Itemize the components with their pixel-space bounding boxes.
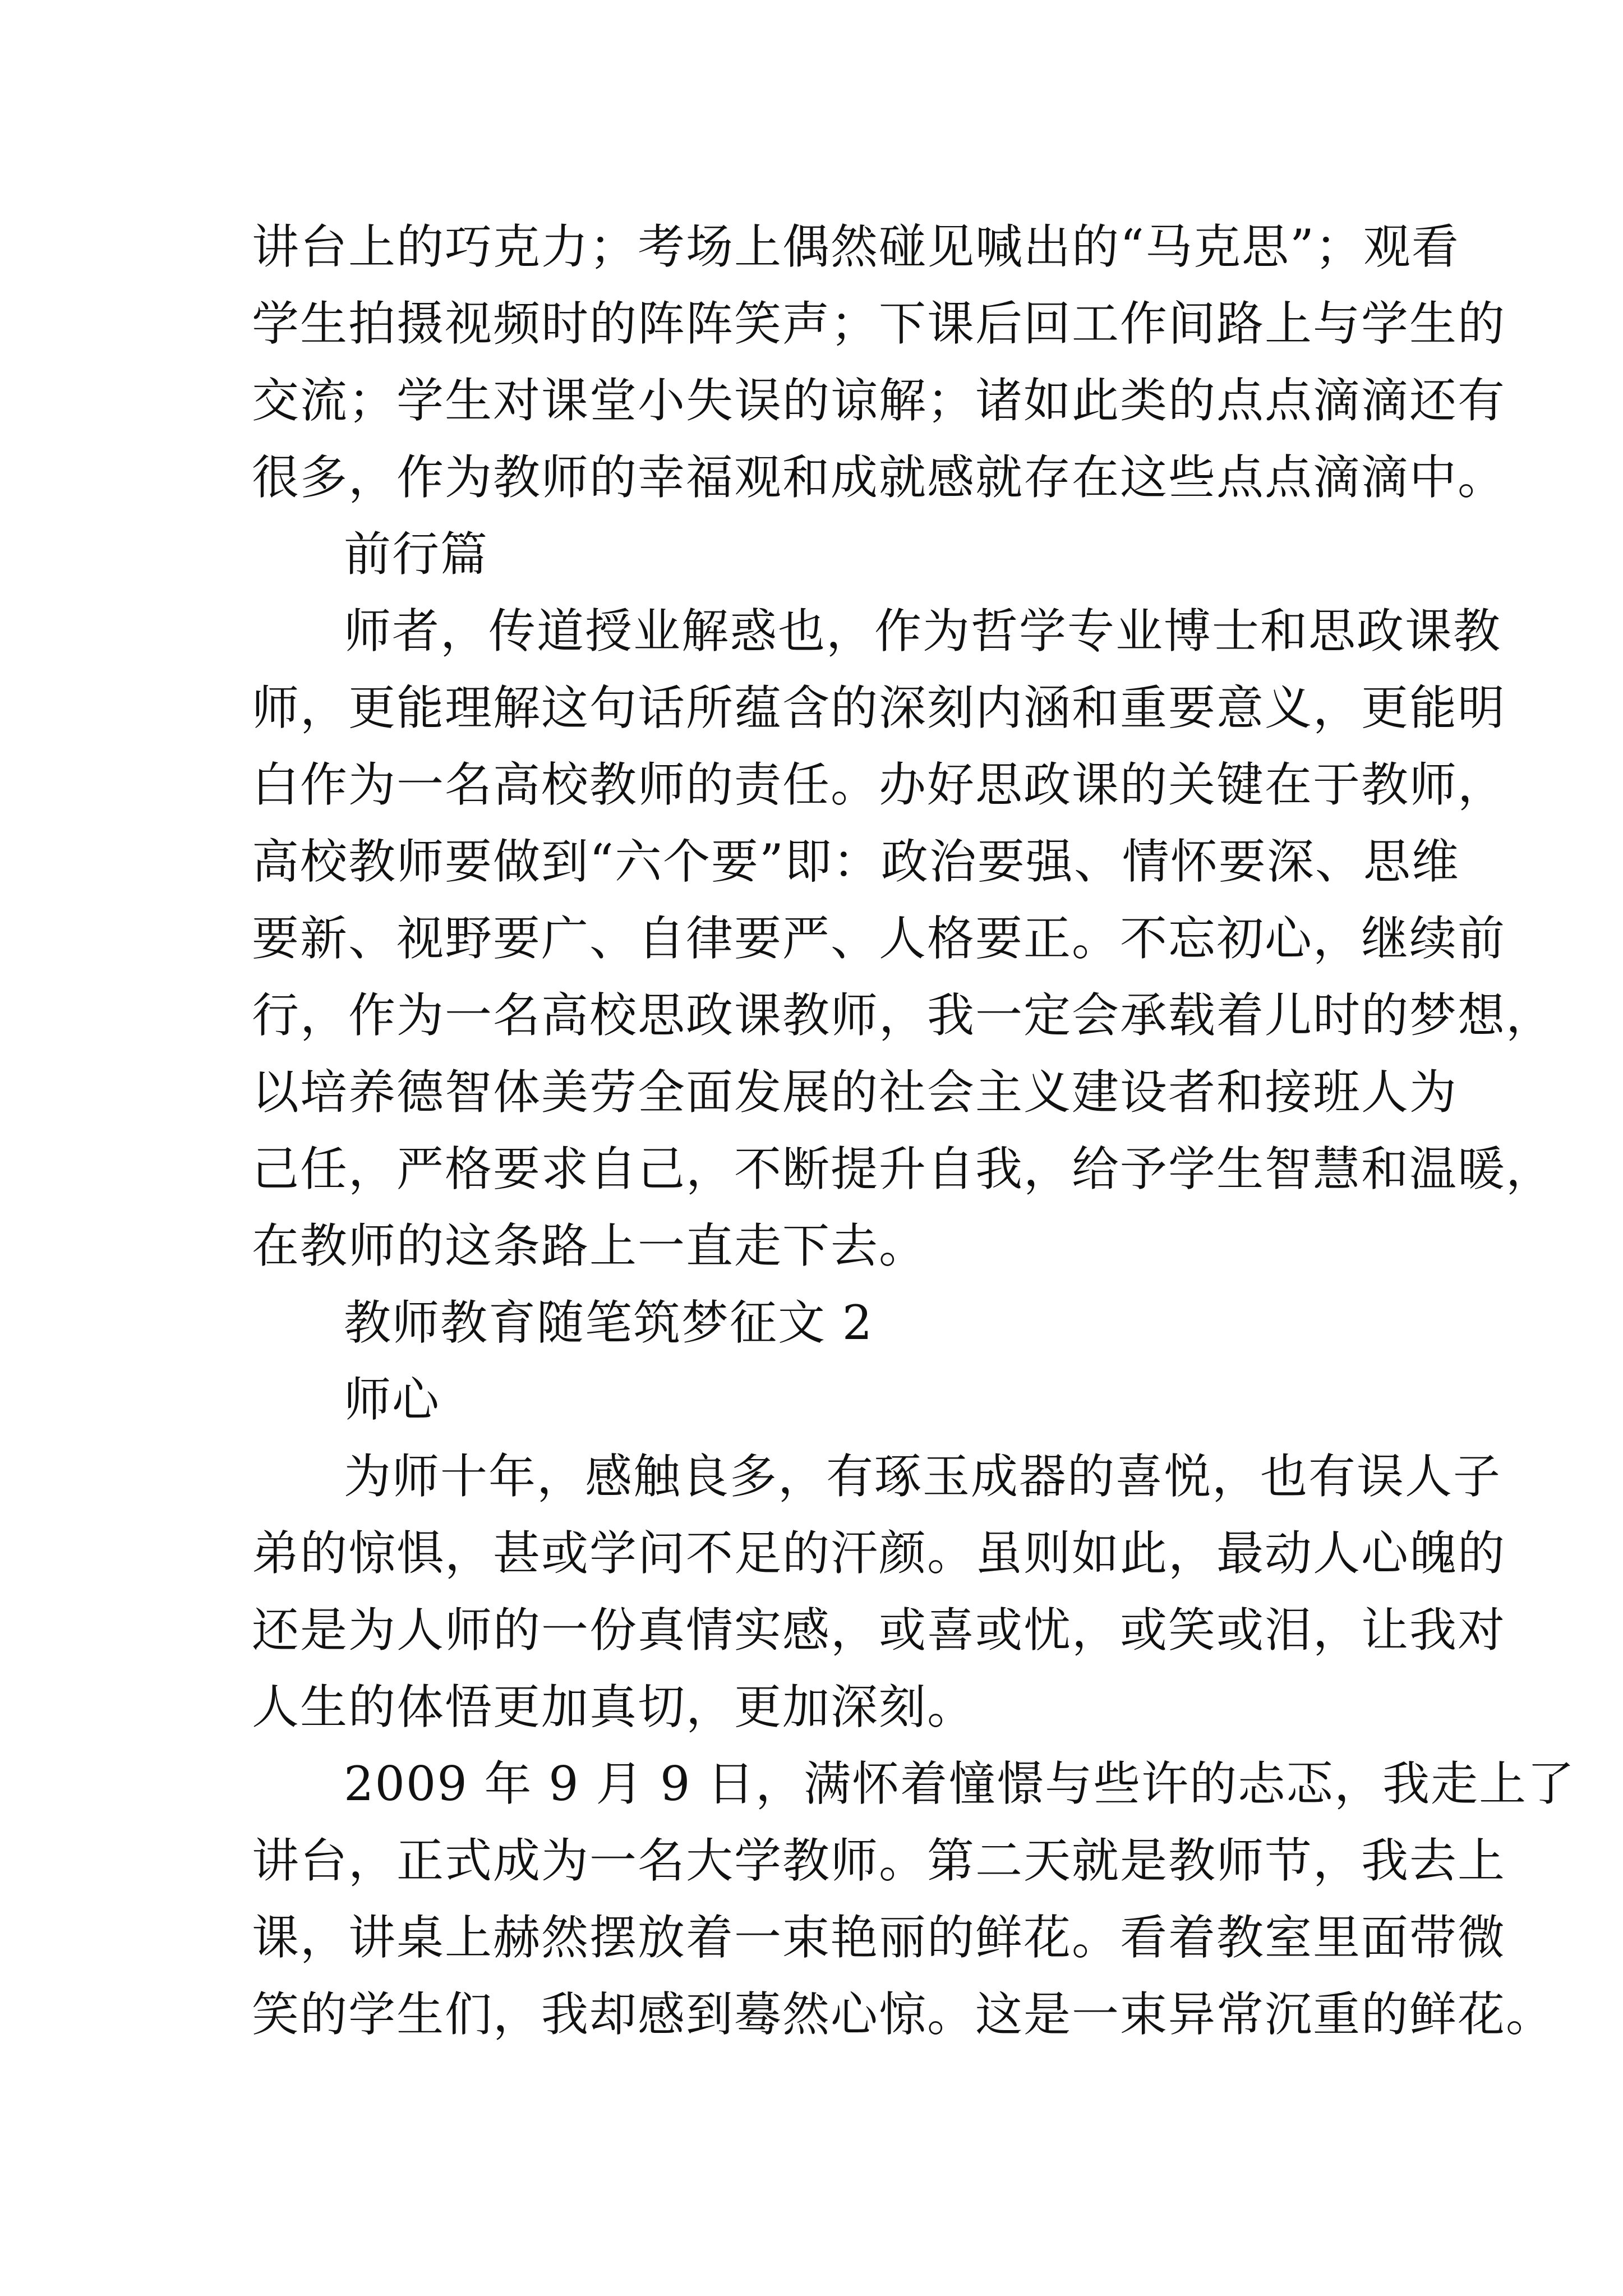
- text-line-2: 学生拍摄视频时的阵阵笑声；下课后回工作间路上与学生的: [252, 296, 1506, 351]
- text-line-4: 很多，作为教师的幸福观和成就感就存在这些点点滴滴中。: [252, 450, 1506, 505]
- text-line-10: 要新、视野要广、自律要严、人格要正。不忘初心，继续前: [252, 911, 1506, 966]
- document-body: [252, 209, 1576, 2053]
- text-line-11: 行，作为一名高校思政课教师，我一定会承载着儿时的梦想，: [252, 988, 1555, 1043]
- document-page: [252, 0, 1576, 2296]
- text-line-14: 在教师的这条路上一直走下去。: [252, 1218, 928, 1273]
- text-line-3: 交流；学生对课堂小失误的谅解；诸如此类的点点滴滴还有: [252, 373, 1506, 428]
- text-line-6: 师者，传道授业解惑也，作为哲学专业博士和思政课教: [344, 604, 1502, 659]
- essay-title: 教师教育随笔筑梦征文 2: [344, 1295, 874, 1350]
- text-line-22: 讲台，正式成为一名大学教师。第二天就是教师节，我去上: [252, 1833, 1506, 1888]
- text-line-21: 2009 年 9 月 9 日，满怀着憧憬与些许的忐忑，我走上了: [344, 1756, 1576, 1811]
- text-line-20: 人生的体悟更加真切，更加深刻。: [252, 1680, 976, 1734]
- text-line-1: 讲台上的巧克力；考场上偶然碰见喊出的“马克思”；观看: [252, 219, 1460, 274]
- text-line-23: 课，讲桌上赫然摆放着一束艳丽的鲜花。看着教室里面带微: [252, 1910, 1506, 1965]
- section-heading-shixin: 师心: [344, 1372, 441, 1427]
- text-line-24: 笑的学生们，我却感到蓦然心惊。这是一束异常沉重的鲜花。: [252, 1987, 1555, 2042]
- text-line-7: 师，更能理解这句话所蕴含的深刻内涵和重要意义，更能明: [252, 680, 1506, 735]
- text-line-8: 白作为一名高校教师的责任。办好思政课的关键在于教师，: [252, 757, 1506, 812]
- text-line-12: 以培养德智体美劳全面发展的社会主义建设者和接班人为: [252, 1065, 1458, 1120]
- text-line-9: 高校教师要做到“六个要”即：政治要强、情怀要深、思维: [252, 834, 1460, 889]
- text-line-18: 弟的惊惧，甚或学问不足的汗颜。虽则如此，最动人心魄的: [252, 1526, 1506, 1581]
- text-line-19: 还是为人师的一份真情实感，或喜或忧，或笑或泪，让我对: [252, 1603, 1506, 1658]
- text-line-17: 为师十年，感触良多，有琢玉成器的喜悦，也有误人子: [344, 1449, 1502, 1504]
- text-line-13: 己任，严格要求自己，不断提升自我，给予学生智慧和温暖，: [252, 1142, 1555, 1197]
- section-heading-qianxing: 前行篇: [344, 527, 489, 582]
